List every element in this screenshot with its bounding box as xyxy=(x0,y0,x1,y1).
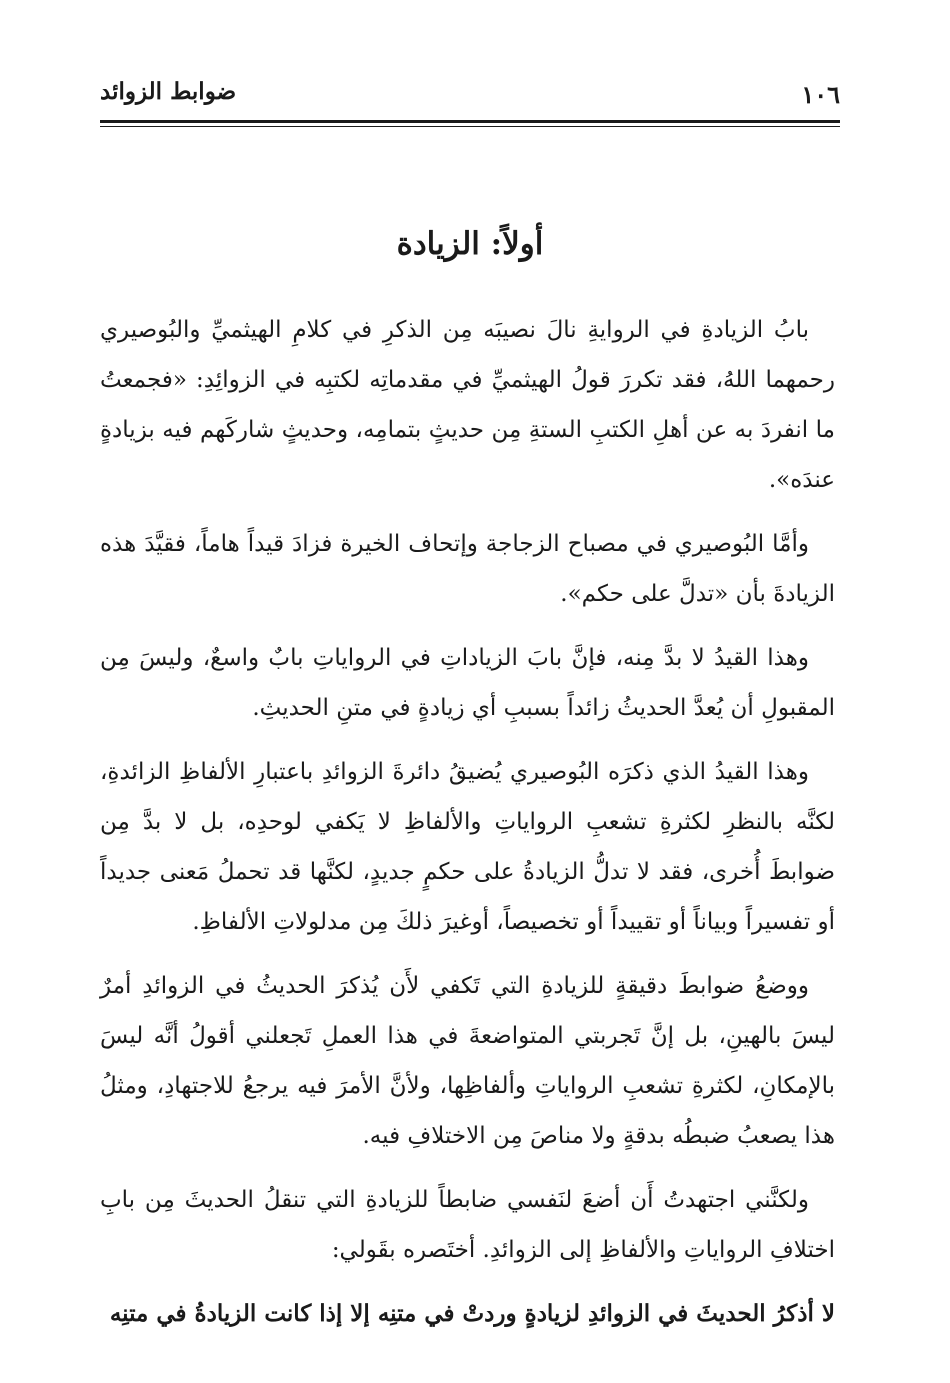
paragraph-3: وهذا القيدُ لا بدَّ مِنه، فإنَّ بابَ الزياداتِ في الرواياتِ بابٌ واسعٌ، وليسَ مِن المقبولِ أن يُعدَّ الحديثُ زائداً بسببِ أي زيادةٍ في متنِ الحديثِ. xyxy=(100,645,835,721)
paragraph-4: وهذا القيدُ الذي ذكرَه البُوصيري يُضيقُ دائرةَ الزوائدِ باعتبارِ الألفاظِ الزائدةِ، لكنَّه بالنظرِ لكثرةِ تشعبِ الرواياتِ والألفاظِ لا يَكفي لوحدِه، بل لا بدَّ مِن ضوابطَ أُخرى، فقد لا تدلُّ الزيادةُ على حكمٍ جديدٍ، لكنَّها قد تحملُ مَعنى جديداً أو تفسيراً وبياناً أو تقييداً أو تخصيصاً، أوغيرَ ذلكَ مِن مدلولاتِ الألفاظِ. xyxy=(100,759,835,935)
header-rule-thick xyxy=(100,120,840,123)
page-header xyxy=(100,78,840,118)
paragraph-5: ووضعُ ضوابطَ دقيقةٍ للزيادةِ التي تَكفي لأَن يُذكرَ الحديثُ في الزوائدِ أمرٌ ليسَ بالهينِ، بل إنَّ تَجربتي المتواضعةَ في هذا العملِ تَجعلني أقولُ أنَّه ليسَ بالإمكانِ، لكثرةِ تشعبِ الرواياتِ وألفاظِها، ولأنَّ الأمرَ فيه يرجعُ للاجتهادِ، ومثلُ هذا يصعبُ ضبطُه بدقةٍ ولا مناصَ مِن الاختلافِ فيه. xyxy=(100,973,835,1149)
running-title: ضوابط الزوائد xyxy=(100,78,237,105)
paragraph-2: وأمَّا البُوصيري في مصباح الزجاجة وإتحاف الخيرة فزادَ قيداً هاماً، فقيَّدَ هذه الزيادةَ بأن «تدلَّ على حكم». xyxy=(100,531,835,607)
body-text xyxy=(100,305,835,1339)
header-rule-thin xyxy=(100,126,840,127)
section-heading: أولاً: الزيادة xyxy=(396,226,544,262)
rule-statement: لا أذكرُ الحديثَ في الزوائدِ لزيادةٍ وردتْ في متنِه إلا إذا كانت الزيادةُ في متنِه xyxy=(109,1300,835,1327)
paragraph-6: ولكنَّني اجتهدتُ أَن أضعَ لنَفسي ضابطاً للزيادةِ التي تنقلُ الحديثَ مِن بابِ اختلافِ الرواياتِ والألفاظِ إلى الزوائدِ. أختَصره بقَولي: xyxy=(100,1187,835,1263)
paragraph-1: بابُ الزيادةِ في الروايةِ نالَ نصيبَه مِن الذكرِ في كلامِ الهيثميِّ والبُوصيري رحمهما اللهُ، فقد تكررَ قولُ الهيثميِّ في مقدماتِه لكتبِه في الزوائِدِ: «فجمعتُ ما انفردَ به عن أهلِ الكتبِ الستةِ مِن حديثٍ بتمامِه، وحديثٍ شاركَهم فيه بزيادةٍ عندَه». xyxy=(100,317,835,493)
page-number: ١٠٦ xyxy=(801,80,840,109)
